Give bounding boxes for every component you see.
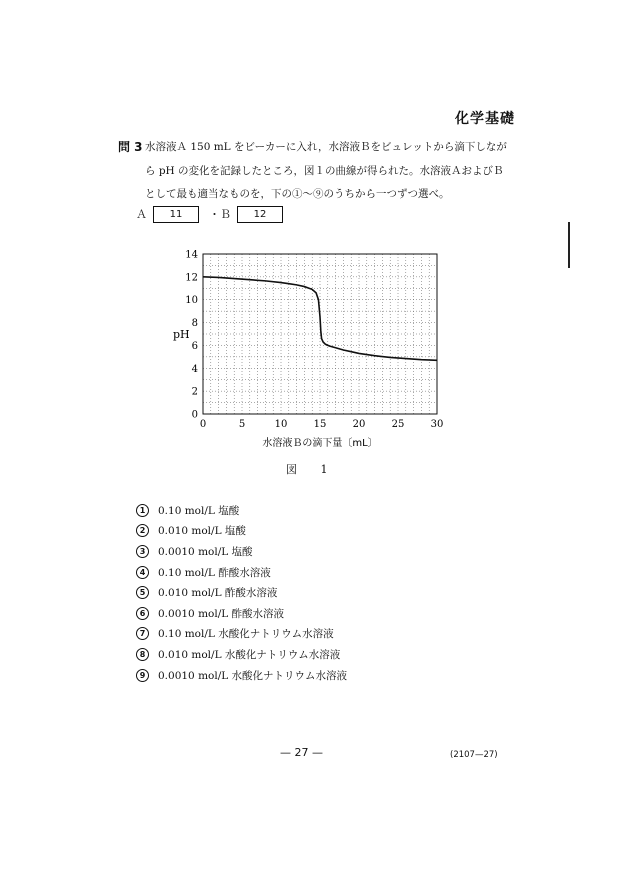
chart-grid: [203, 254, 437, 414]
option-item: [136, 582, 347, 603]
answer-a-box: 11: [153, 206, 199, 223]
option-text: 0.0010 mol/L 塩酸: [158, 545, 253, 558]
option-number-circle: 1: [136, 504, 149, 517]
y-tick-label: 0: [191, 409, 198, 421]
y-tick-label: 4: [191, 363, 198, 375]
x-tick-label: 5: [238, 419, 246, 430]
option-number-circle: 2: [136, 524, 149, 537]
option-number-circle: 6: [136, 607, 149, 620]
option-text: 0.10 mol/L 塩酸: [158, 504, 240, 517]
option-number-circle: 9: [136, 669, 149, 682]
answer-b-box: 12: [237, 206, 283, 223]
option-text: 0.010 mol/L 酢酸水溶液: [158, 587, 278, 600]
option-number-circle: 3: [136, 545, 149, 558]
option-text: 0.10 mol/L 水酸化ナトリウム水溶液: [158, 628, 334, 641]
answer-boxes: [136, 204, 283, 224]
y-tick-label: 8: [191, 318, 198, 330]
question-number: 問 3: [118, 140, 143, 154]
y-tick-label: 6: [191, 340, 198, 352]
x-tick-label: 15: [313, 419, 327, 430]
option-number-circle: 4: [136, 566, 149, 579]
option-item: [136, 603, 347, 624]
ph-titration-chart: [155, 242, 455, 454]
option-item: [136, 624, 347, 645]
option-item: [136, 500, 347, 521]
x-tick-label: 25: [391, 419, 405, 430]
option-text: 0.0010 mol/L 水酸化ナトリウム水溶液: [158, 669, 347, 682]
y-axis-label: pH: [173, 328, 190, 341]
option-text: 0.010 mol/L 塩酸: [158, 525, 246, 538]
x-axis-label: 水溶液Ｂの滴下量〔mL〕: [262, 438, 378, 449]
option-text: 0.10 mol/L 酢酸水溶液: [158, 566, 271, 579]
chart-ticks: [185, 250, 443, 431]
option-item: [136, 562, 347, 583]
option-item: [136, 541, 347, 562]
option-number-circle: 8: [136, 648, 149, 661]
y-tick-label: 10: [185, 295, 198, 307]
subject-title: 化学基礎: [455, 111, 515, 127]
option-number-circle: 5: [136, 586, 149, 599]
option-item: [136, 665, 347, 686]
option-item: [136, 644, 347, 665]
option-text: 0.010 mol/L 水酸化ナトリウム水溶液: [158, 648, 341, 661]
option-item: [136, 521, 347, 542]
x-tick-label: 30: [430, 419, 444, 430]
y-tick-label: 12: [185, 272, 198, 284]
option-text: 0.0010 mol/L 酢酸水溶液: [158, 607, 285, 620]
question-line-1: 水溶液Ａ 150 mL をビーカーに入れ，水溶液Ｂをビュレットから滴下しなが: [145, 141, 507, 153]
scan-margin-mark: [568, 222, 570, 268]
question-line-2: ら pH の変化を記録したところ，図１の曲線が得られた。水溶液ＡおよびＢ: [145, 165, 504, 177]
y-tick-label: 2: [191, 386, 198, 398]
question-line-3: として最も適当なものを，下の①～⑨のうちから一つずつ選べ。: [145, 188, 450, 200]
answer-a-label: Ａ: [136, 208, 147, 221]
page-number: — 27 —: [280, 746, 323, 759]
option-list: [136, 500, 347, 685]
x-tick-label: 20: [352, 419, 366, 430]
figure-caption: 図 1: [286, 463, 338, 476]
page-code: (2107—27): [450, 750, 498, 760]
option-number-circle: 7: [136, 627, 149, 640]
y-tick-label: 14: [185, 249, 198, 261]
answer-b-label: ・Ｂ: [209, 208, 231, 221]
x-tick-label: 10: [274, 419, 288, 430]
x-tick-label: 0: [199, 419, 207, 430]
